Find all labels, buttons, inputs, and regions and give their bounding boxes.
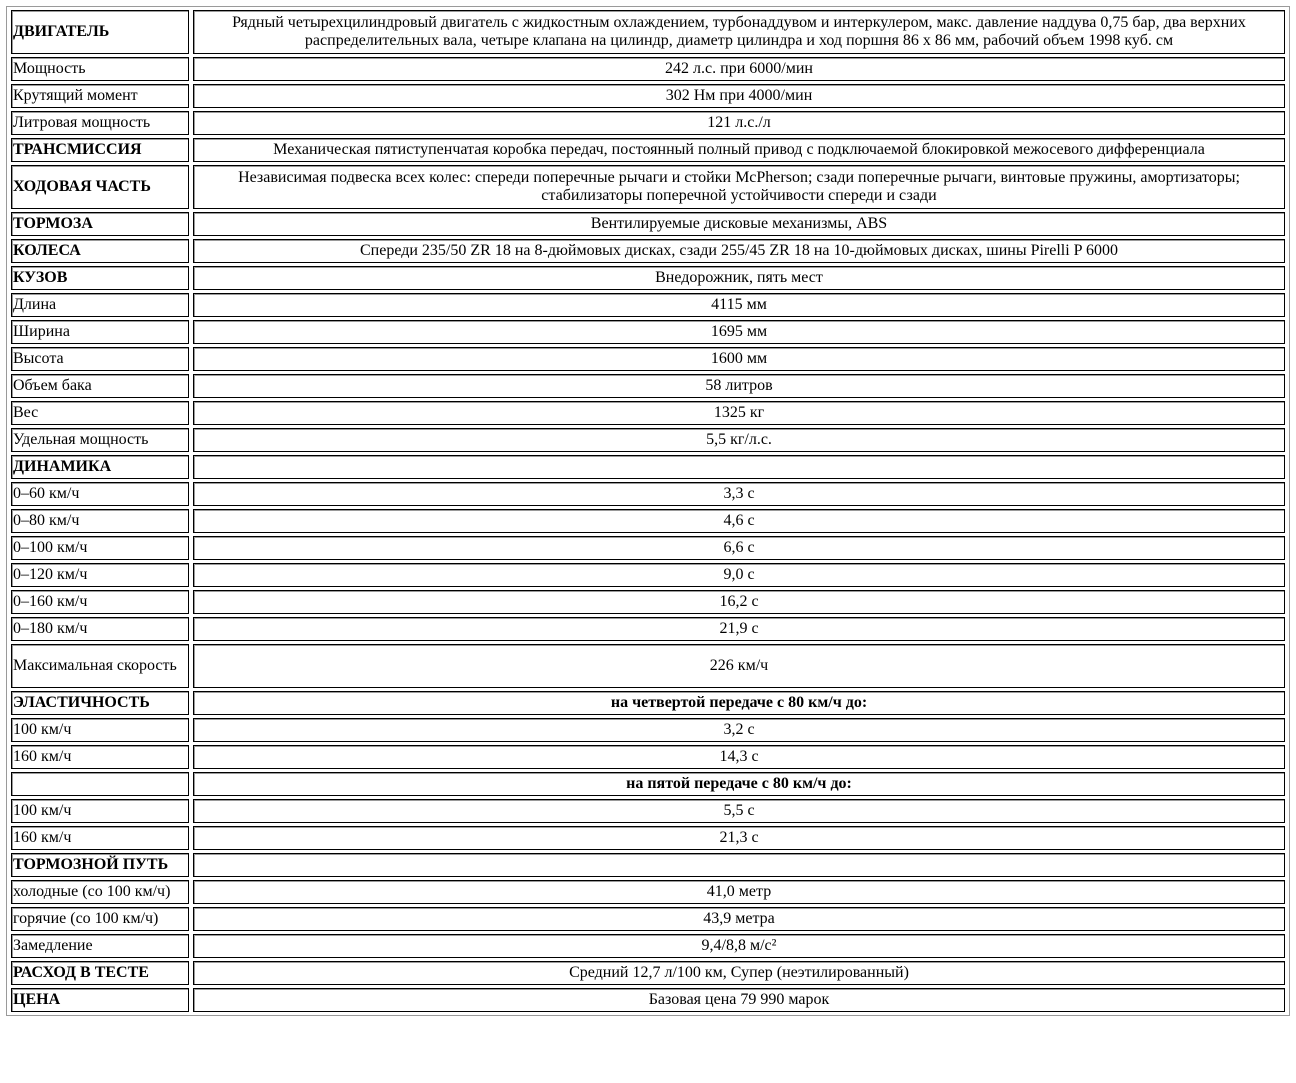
spec-table-body: [11, 10, 1285, 1012]
row-value: на пятой передаче с 80 км/ч до:: [193, 772, 1285, 796]
row-label: Литровая мощность: [11, 111, 189, 135]
table-row: [11, 590, 1285, 614]
row-value: 302 Нм при 4000/мин: [193, 84, 1285, 108]
section-label: ТОРМОЗА: [11, 212, 189, 236]
row-label: 160 км/ч: [11, 826, 189, 850]
table-row: [11, 826, 1285, 850]
row-value: 6,6 с: [193, 536, 1285, 560]
table-row: [11, 745, 1285, 769]
spec-table: [6, 6, 1290, 1016]
section-label: ДИНАМИКА: [11, 455, 189, 479]
table-row: [11, 374, 1285, 398]
row-label: холодные (со 100 км/ч): [11, 880, 189, 904]
row-label: 160 км/ч: [11, 745, 189, 769]
row-label: Мощность: [11, 57, 189, 81]
row-value: Спереди 235/50 ZR 18 на 8-дюймовых дисках, сзади 255/45 ZR 18 на 10-дюймовых дисках, шины Pirelli P 6000: [193, 239, 1285, 263]
section-row: [11, 961, 1285, 985]
row-label: Максимальная скорость: [11, 644, 189, 688]
table-row: [11, 347, 1285, 371]
table-row: [11, 644, 1285, 688]
table-row: [11, 57, 1285, 81]
row-value: 4115 мм: [193, 293, 1285, 317]
section-row: [11, 988, 1285, 1012]
row-value: Механическая пятиступенчатая коробка передач, постоянный полный привод с подключаемой блокировкой межосевого дифференциала: [193, 138, 1285, 162]
row-label: Вес: [11, 401, 189, 425]
table-row: [11, 428, 1285, 452]
row-value: 3,3 с: [193, 482, 1285, 506]
row-label: Ширина: [11, 320, 189, 344]
row-value: Рядный четырехцилиндровый двигатель с жидкостным охлаждением, турбонаддувом и интеркулером, макс. давление наддува 0,75 бар, два верхних распределительных вала, четыре клапана на цилиндр, диаметр цилиндра и ход поршня 86 х 86 мм, рабочий объем 1998 куб. см: [193, 10, 1285, 54]
table-row: [11, 772, 1285, 796]
table-row: [11, 320, 1285, 344]
section-label: РАСХОД В ТЕСТЕ: [11, 961, 189, 985]
table-row: [11, 293, 1285, 317]
section-label: КУЗОВ: [11, 266, 189, 290]
table-row: [11, 509, 1285, 533]
section-row: [11, 138, 1285, 162]
table-row: [11, 880, 1285, 904]
section-label: ТОРМОЗНОЙ ПУТЬ: [11, 853, 189, 877]
row-value: 5,5 с: [193, 799, 1285, 823]
row-value: Вентилируемые дисковые механизмы, ABS: [193, 212, 1285, 236]
row-value: 5,5 кг/л.с.: [193, 428, 1285, 452]
table-row: [11, 934, 1285, 958]
row-value: 1325 кг: [193, 401, 1285, 425]
row-value: 226 км/ч: [193, 644, 1285, 688]
row-label: 0–100 км/ч: [11, 536, 189, 560]
section-label: ТРАНСМИССИЯ: [11, 138, 189, 162]
row-value: 14,3 с: [193, 745, 1285, 769]
section-row: [11, 266, 1285, 290]
row-value: 43,9 метра: [193, 907, 1285, 931]
table-row: [11, 84, 1285, 108]
row-value: Базовая цена 79 990 марок: [193, 988, 1285, 1012]
row-value: [193, 455, 1285, 479]
table-row: [11, 536, 1285, 560]
table-row: [11, 799, 1285, 823]
section-label: ЦЕНА: [11, 988, 189, 1012]
row-value: 4,6 с: [193, 509, 1285, 533]
row-label: Объем бака: [11, 374, 189, 398]
section-row: [11, 165, 1285, 209]
section-row: [11, 212, 1285, 236]
table-row: [11, 718, 1285, 742]
row-label: 0–60 км/ч: [11, 482, 189, 506]
row-label: [11, 772, 189, 796]
section-row: [11, 853, 1285, 877]
row-label: Удельная мощность: [11, 428, 189, 452]
table-row: [11, 111, 1285, 135]
row-value: Внедорожник, пять мест: [193, 266, 1285, 290]
row-label: Замедление: [11, 934, 189, 958]
row-value: 9,4/8,8 м/с²: [193, 934, 1285, 958]
table-row: [11, 401, 1285, 425]
row-value: 9,0 с: [193, 563, 1285, 587]
row-value: 1695 мм: [193, 320, 1285, 344]
row-label: горячие (со 100 км/ч): [11, 907, 189, 931]
section-label: ДВИГАТЕЛЬ: [11, 10, 189, 54]
row-value: Независимая подвеска всех колес: спереди поперечные рычаги и стойки McPherson; сзади поперечные рычаги, винтовые пружины, амортизаторы; стабилизаторы поперечной устойчивости спереди и сзади: [193, 165, 1285, 209]
section-row: [11, 10, 1285, 54]
row-value: 3,2 с: [193, 718, 1285, 742]
row-label: 0–120 км/ч: [11, 563, 189, 587]
row-label: Длина: [11, 293, 189, 317]
row-value: 41,0 метр: [193, 880, 1285, 904]
row-value: 21,9 с: [193, 617, 1285, 641]
section-row: [11, 691, 1285, 715]
section-label: ХОДОВАЯ ЧАСТЬ: [11, 165, 189, 209]
row-label: 100 км/ч: [11, 718, 189, 742]
row-value: 21,3 с: [193, 826, 1285, 850]
row-value: Средний 12,7 л/100 км, Супер (неэтилированный): [193, 961, 1285, 985]
row-value: 58 литров: [193, 374, 1285, 398]
row-label: Высота: [11, 347, 189, 371]
row-label: 100 км/ч: [11, 799, 189, 823]
row-label: 0–180 км/ч: [11, 617, 189, 641]
row-value: на четвертой передаче с 80 км/ч до:: [193, 691, 1285, 715]
section-row: [11, 455, 1285, 479]
table-row: [11, 907, 1285, 931]
row-value: 121 л.с./л: [193, 111, 1285, 135]
row-value: 242 л.с. при 6000/мин: [193, 57, 1285, 81]
section-label: ЭЛАСТИЧНОСТЬ: [11, 691, 189, 715]
table-row: [11, 563, 1285, 587]
row-value: 16,2 с: [193, 590, 1285, 614]
table-row: [11, 482, 1285, 506]
row-value: [193, 853, 1285, 877]
section-row: [11, 239, 1285, 263]
row-label: 0–80 км/ч: [11, 509, 189, 533]
table-row: [11, 617, 1285, 641]
row-label: 0–160 км/ч: [11, 590, 189, 614]
row-value: 1600 мм: [193, 347, 1285, 371]
section-label: КОЛЕСА: [11, 239, 189, 263]
row-label: Крутящий момент: [11, 84, 189, 108]
